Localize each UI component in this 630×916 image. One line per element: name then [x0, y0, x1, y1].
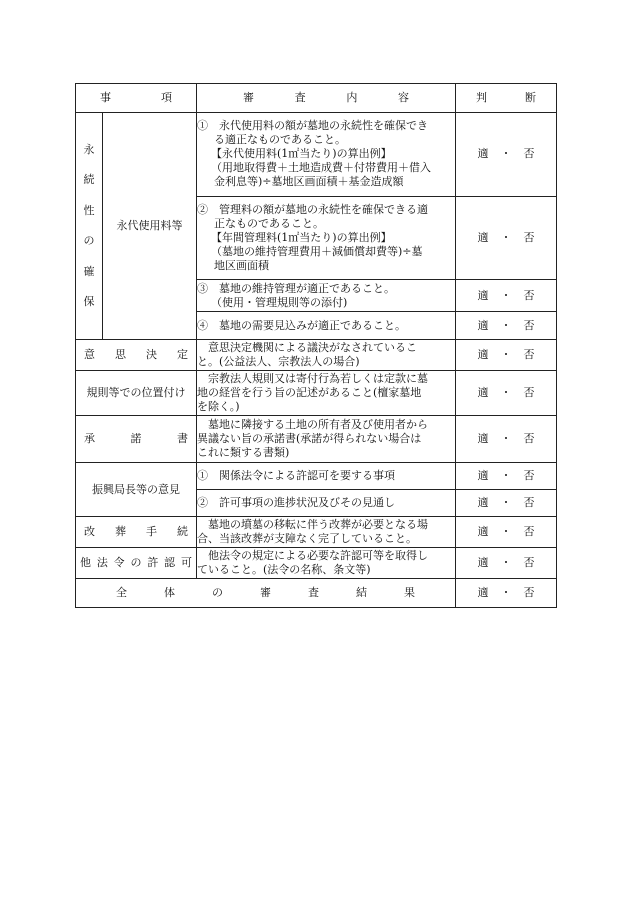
eternity-row-1 [76, 113, 557, 197]
eternity-sub-label: 永代使用料等 [103, 113, 197, 340]
opinion-item-1: ① 関係法令による許認可を要する事項 [197, 463, 456, 490]
other-law-label: 他 法 令 の 許 認 可 [76, 548, 197, 579]
judgment-eternity-3[interactable]: 適 ・ 否 [456, 280, 557, 312]
judgment-decision[interactable]: 適 ・ 否 [456, 340, 557, 371]
overall-label: 全 体 の 審 査 結 果 [76, 579, 456, 608]
judgment-eternity-1[interactable]: 適 ・ 否 [456, 113, 557, 197]
opinion-item-2: ② 許可事項の進捗状況及びその見通し [197, 490, 456, 517]
judgment-consent[interactable]: 適 ・ 否 [456, 416, 557, 463]
judgment-reburial[interactable]: 適 ・ 否 [456, 517, 557, 548]
reburial-content: 墓地の墳墓の移転に伴う改葬が必要となる場 合、当該改葬が支障なく完了していること。 [197, 517, 456, 548]
regulation-content: 宗教法人規則又は寄付行為若しくは定款に墓 地の経営を行う旨の記述があること(檀家墓地 を除く。) [197, 371, 456, 416]
eternity-item-3: ③ 墓地の維持管理が適正であること。 （使用・管理規則等の添付) [197, 280, 456, 312]
reburial-row [76, 517, 557, 548]
other-law-row [76, 548, 557, 579]
eternity-item-1: ① 永代使用料の額が墓地の永続性を確保でき る適正なものであること。 【永代使用料(1㎡当たり)の算出例】 （用地取得費＋土地造成費＋付帯費用＋借入 金利息等)÷墓地区画面積＋基金造成額 [197, 113, 456, 197]
eternity-item-4: ④ 墓地の需要見込みが適正であること。 [197, 312, 456, 340]
eternity-vertical-label: 永 続 性 の 確 保 [76, 113, 103, 340]
decision-content: 意思決定機関による議決がなされているこ と。(公益法人、宗教法人の場合) [197, 340, 456, 371]
decision-label: 意 思 決 定 [76, 340, 197, 371]
decision-row [76, 340, 557, 371]
judgment-opinion-1[interactable]: 適 ・ 否 [456, 463, 557, 490]
header-item: 事 項 [76, 84, 197, 113]
judgment-eternity-4[interactable]: 適 ・ 否 [456, 312, 557, 340]
consent-content: 墓地に隣接する土地の所有者及び使用者から 異議ない旨の承諾書(承諾が得られない場合は これに類する書類) [197, 416, 456, 463]
header-row [76, 84, 557, 113]
consent-row [76, 416, 557, 463]
opinion-label: 振興局長等の意見 [76, 463, 197, 517]
judgment-eternity-2[interactable]: 適 ・ 否 [456, 196, 557, 280]
eternity-item-2: ② 管理料の額が墓地の永続性を確保できる適 正なものであること。 【年間管理料(1㎡当たり)の算出例】 （墓地の維持管理費用＋減価償却費等)÷墓 地区画面積 [197, 196, 456, 280]
regulation-label: 規則等での位置付け [76, 371, 197, 416]
overall-row [76, 579, 557, 608]
other-law-content: 他法令の規定による必要な許認可等を取得し ていること。(法令の名称、条文等) [197, 548, 456, 579]
regulation-row [76, 371, 557, 416]
judgment-opinion-2[interactable]: 適 ・ 否 [456, 490, 557, 517]
review-table [75, 83, 557, 608]
judgment-other-law[interactable]: 適 ・ 否 [456, 548, 557, 579]
judgment-regulation[interactable]: 適 ・ 否 [456, 371, 557, 416]
judgment-overall[interactable]: 適 ・ 否 [456, 579, 557, 608]
consent-label: 承 諾 書 [76, 416, 197, 463]
header-content: 審 査 内 容 [197, 84, 456, 113]
opinion-row-1 [76, 463, 557, 490]
header-judgment: 判 断 [456, 84, 557, 113]
reburial-label: 改 葬 手 続 [76, 517, 197, 548]
